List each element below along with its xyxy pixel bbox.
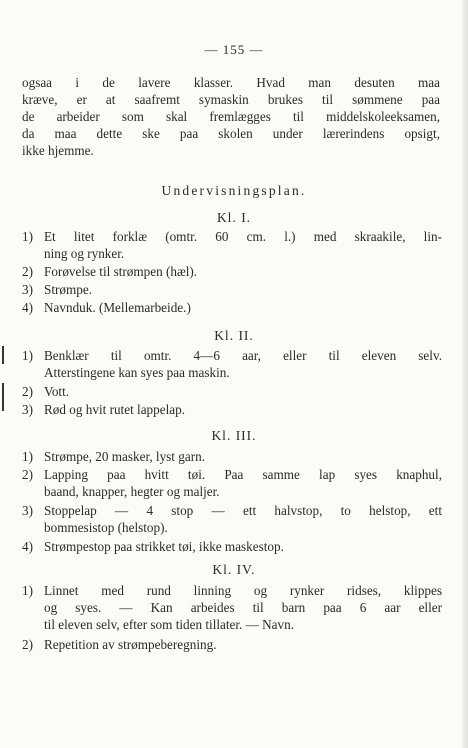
item-line: Navnduk. (Mellemarbeide.) bbox=[44, 300, 191, 315]
item-number: 1) bbox=[22, 449, 33, 464]
plan-title: Undervisningsplan. bbox=[161, 183, 307, 198]
scan-edge-mark bbox=[2, 346, 4, 364]
class-heading-1: Kl. I. bbox=[216, 210, 252, 225]
scan-edge-mark bbox=[2, 383, 4, 411]
item-line: Atterstingene kan syes paa maskin. bbox=[44, 365, 230, 380]
item-line: Benklær til omtr. 4—6 aar, eller til eleven selv. bbox=[44, 348, 442, 363]
item-number: 2) bbox=[22, 637, 33, 652]
item-line: og syes. — Kan arbeides til barn paa 6 aar eller bbox=[44, 600, 442, 615]
list-item bbox=[22, 347, 442, 381]
item-line: Strømpe. bbox=[44, 282, 92, 297]
list-item bbox=[22, 299, 442, 316]
item-number: 3) bbox=[22, 402, 33, 417]
item-number: 2) bbox=[22, 467, 33, 482]
item-number: 1) bbox=[22, 583, 33, 598]
item-number: 2) bbox=[22, 264, 33, 279]
item-line: Rød og hvit rutet lappelap. bbox=[44, 402, 186, 417]
list-item bbox=[22, 636, 442, 653]
item-line: Forøvelse til strømpen (hæl). bbox=[44, 264, 198, 279]
item-line: Et litet forklæ (omtr. 60 cm. l.) med skraakile, lin- bbox=[44, 229, 442, 244]
paragraph-line: da maa dette ske paa skolen under lærerindens opsigt, bbox=[22, 126, 440, 141]
list-item bbox=[22, 538, 442, 555]
item-line: Lapping paa hvitt tøi. Paa samme lap syes knaphul, bbox=[44, 467, 442, 482]
list-item bbox=[22, 281, 442, 298]
intro-paragraph bbox=[22, 74, 440, 159]
item-line: baand, knapper, hegter og maljer. bbox=[44, 484, 220, 499]
item-number: 3) bbox=[22, 282, 33, 297]
item-line: Repetition av strømpeberegning. bbox=[44, 637, 217, 652]
item-number: 4) bbox=[22, 539, 33, 554]
list-item bbox=[22, 582, 442, 633]
list-item bbox=[22, 448, 442, 465]
paragraph-line: ikke hjemme. bbox=[22, 143, 94, 158]
item-line: Linnet med rund linning og rynker ridses, klippes bbox=[44, 583, 442, 598]
item-number: 3) bbox=[22, 503, 33, 518]
list-item bbox=[22, 466, 442, 500]
list-item bbox=[22, 401, 442, 418]
item-number: 1) bbox=[22, 348, 33, 363]
item-number: 4) bbox=[22, 300, 33, 315]
class-heading-4: Kl. IV. bbox=[212, 562, 256, 577]
page-number: — 155 — bbox=[204, 42, 264, 57]
item-line: Strømpe, 20 masker, lyst garn. bbox=[44, 449, 205, 464]
item-line: Strømpestop paa strikket tøi, ikke maskestop. bbox=[44, 539, 284, 554]
paragraph-line: de arbeider som skal fremlægges til middelskoleeksamen, bbox=[22, 109, 440, 124]
list-item bbox=[22, 228, 442, 262]
item-number: 1) bbox=[22, 229, 33, 244]
page-edge-shadow bbox=[462, 0, 468, 748]
item-line: Vott. bbox=[44, 384, 70, 399]
paragraph-line: kræve, er at saafremt symaskin brukes til sømmene paa bbox=[22, 92, 440, 107]
class-heading-3: Kl. III. bbox=[211, 428, 257, 443]
list-item bbox=[22, 263, 442, 280]
class-heading-2: Kl. II. bbox=[214, 328, 254, 343]
list-item bbox=[22, 383, 442, 400]
item-line: ning og rynker. bbox=[44, 246, 125, 261]
item-line: Stoppelap — 4 stop — ett halvstop, to helstop, ett bbox=[44, 503, 442, 518]
item-line: til eleven selv, efter som tiden tillater. — Navn. bbox=[44, 617, 295, 632]
item-number: 2) bbox=[22, 384, 33, 399]
list-item bbox=[22, 502, 442, 536]
paragraph-line: ogsaa i de lavere klasser. Hvad man desuten maa bbox=[22, 75, 440, 90]
item-line: bommesistop (helstop). bbox=[44, 520, 168, 535]
